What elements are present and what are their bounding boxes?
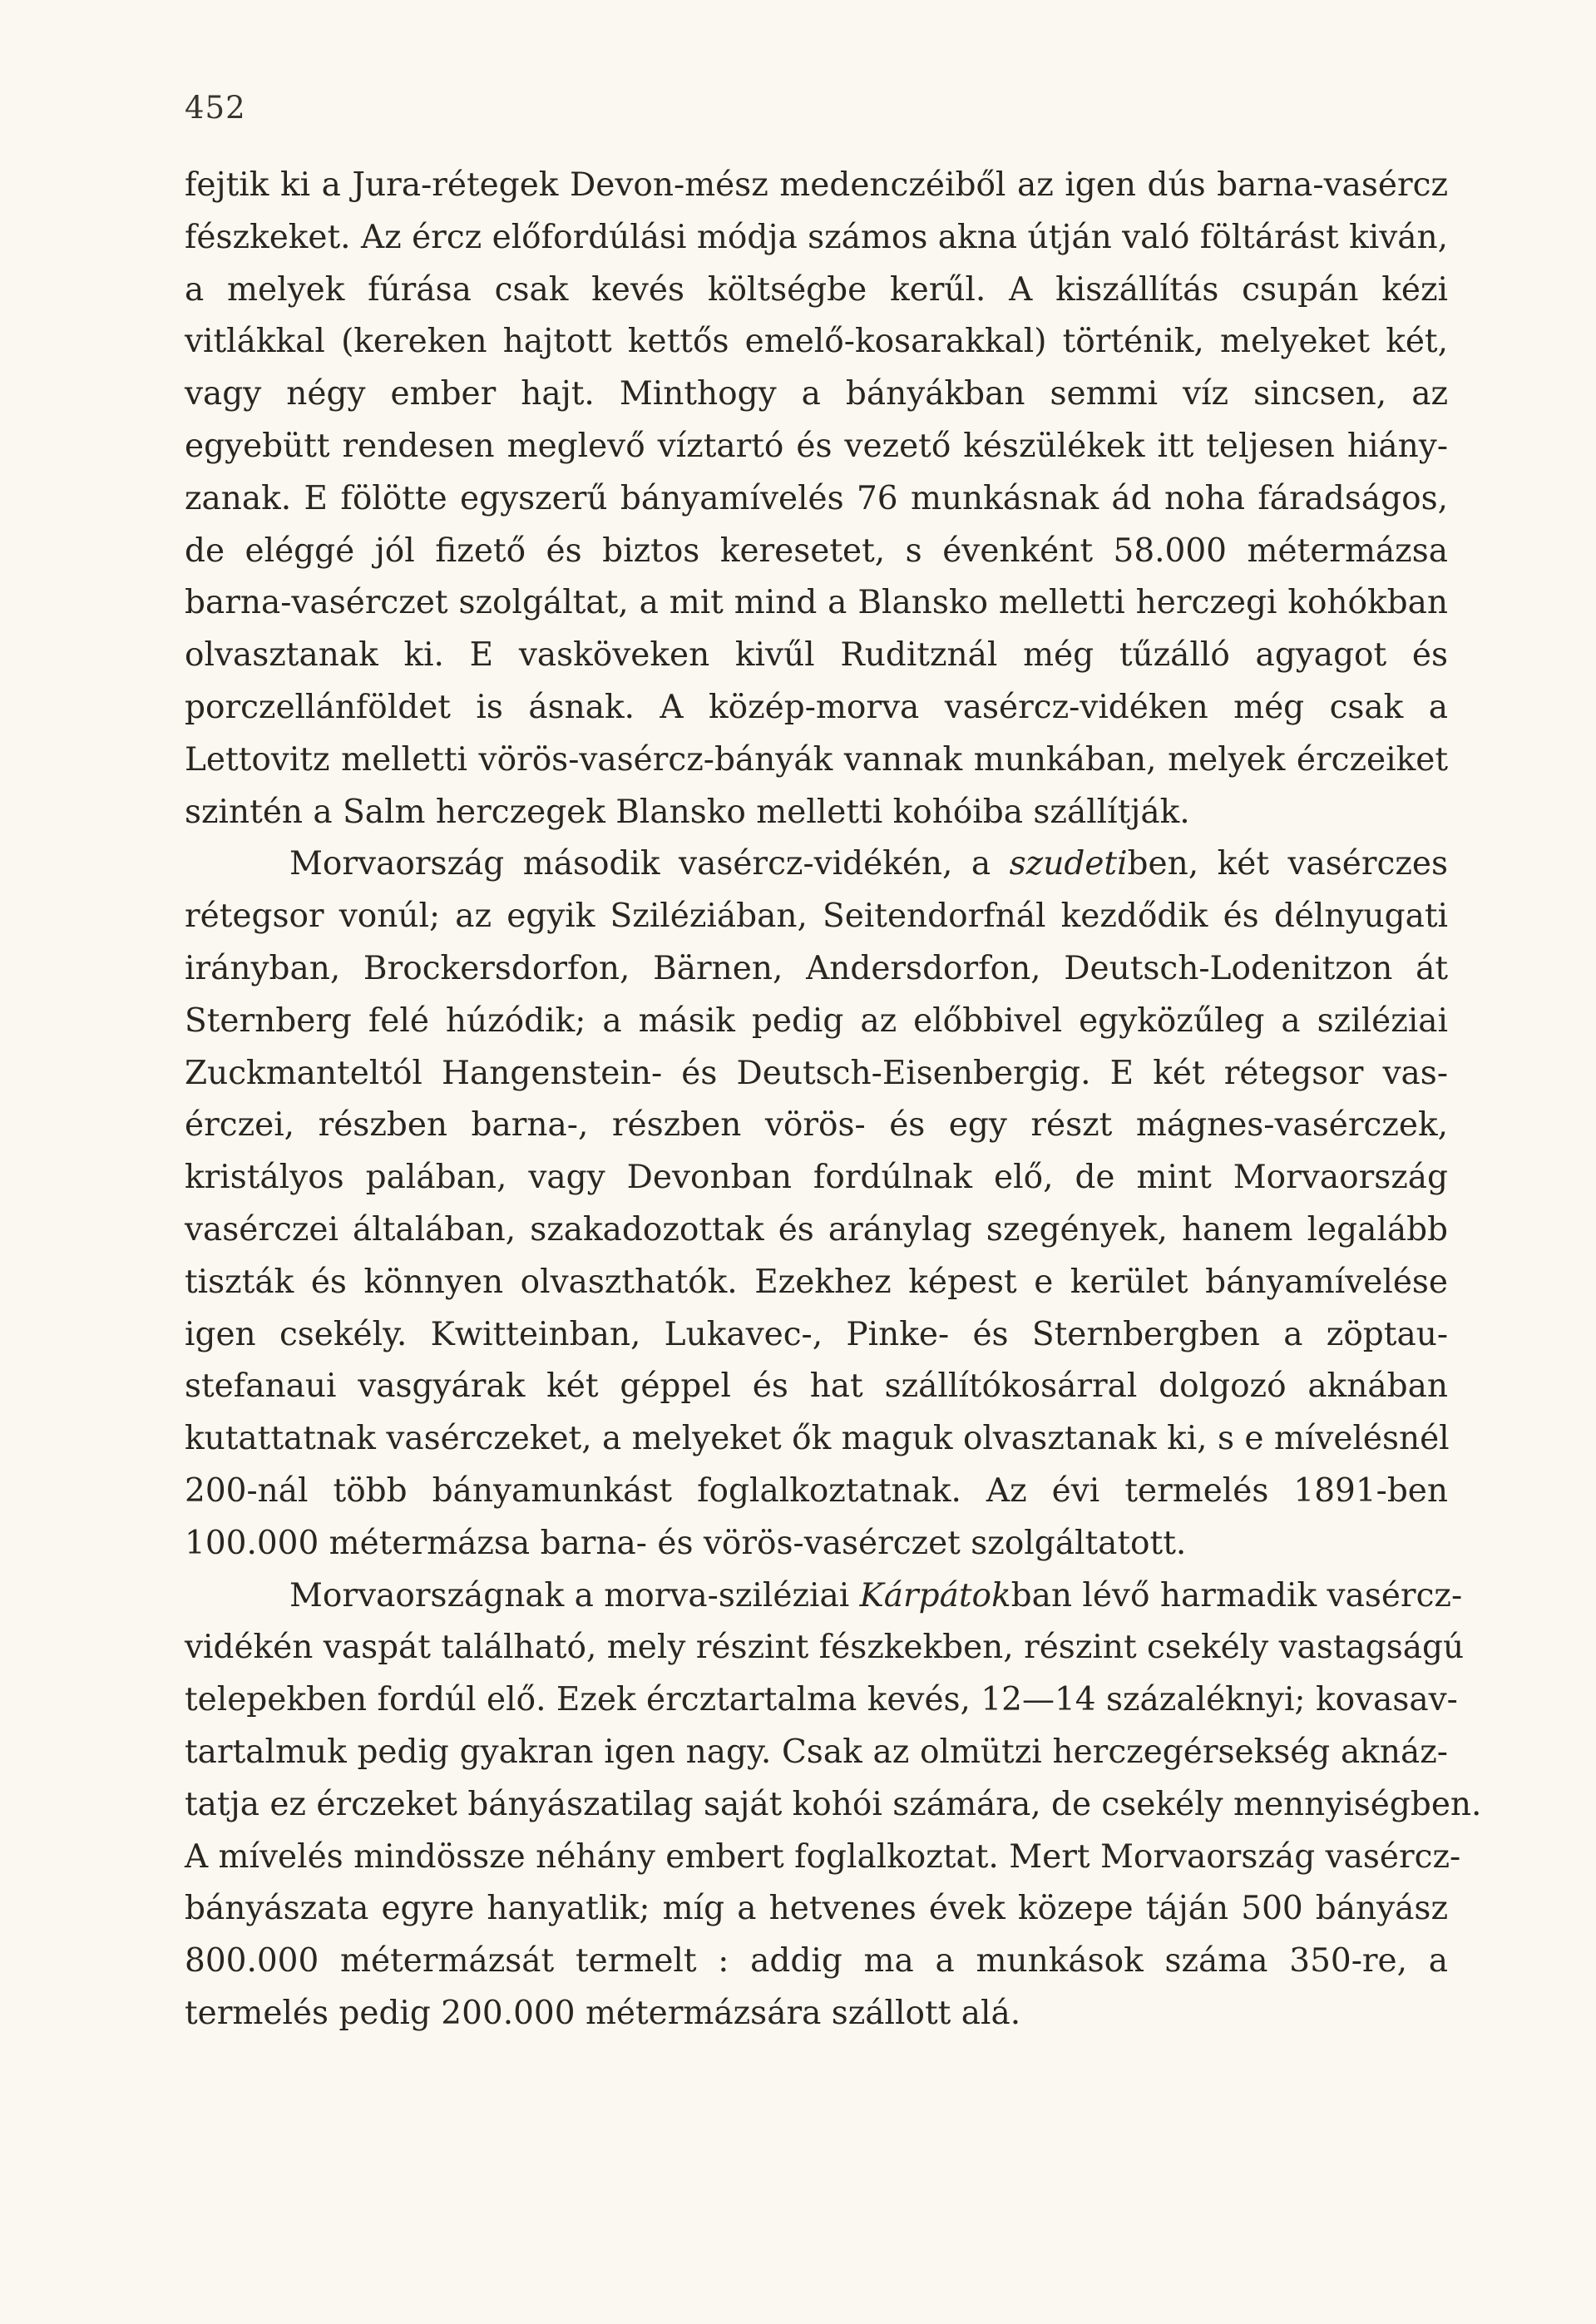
text-line: barna-vasérczet szolgáltat, a mit mind a Blansko melletti herczegi kohókban — [185, 584, 1448, 622]
text-line: porczellánföldet is ásnak. A közép-morva vasércz-vidéken még csak a — [185, 688, 1448, 726]
text-line: bányászata egyre hanyatlik; míg a hetvenes évek közepe táján 500 bányász — [185, 1890, 1448, 1928]
text-segment: Morvaország második vasércz-vidékén, a — [289, 845, 1010, 883]
text-line-with-italic — [185, 1570, 1463, 1623]
italic-term: szudeti — [1009, 845, 1128, 883]
text-segment: Morvaországnak a morva-sziléziai — [289, 1576, 860, 1614]
text-line: kristályos palában, vagy Devonban fordúlnak elő, de mint Morvaország — [185, 1159, 1448, 1197]
text-line: vasérczei általában, szakadozottak és aránylag szegények, hanem legalább — [185, 1210, 1448, 1249]
text-line: 200-nál több bányamunkást foglalkoztatnak. Az évi termelés 1891-ben — [185, 1471, 1448, 1510]
text-line: egyebütt rendesen meglevő víztartó és vezető készülékek itt teljesen hiány- — [185, 427, 1448, 465]
text-line: tartalmuk pedig gyakran igen nagy. Csak az olmützi herczegérsekség aknáz- — [185, 1733, 1448, 1771]
page-number: 452 — [185, 90, 246, 126]
text-line: stefanaui vasgyárak két géppel és hat szállítókosárral dolgozó aknában — [185, 1367, 1448, 1406]
paragraph-3 — [185, 1570, 1482, 2040]
text-line: rétegsor vonúl; az egyik Sziléziában, Seitendorfnál kezdődik és délnyugati — [185, 897, 1448, 936]
text-line: fejtik ki a Jura-rétegek Devon-mész medenczéiből az igen dús barna-vasércz — [185, 166, 1448, 204]
text-line: fészkeket. Az ércz előfordúlási módja számos akna útján való föltárást kiván, — [185, 218, 1448, 256]
paragraph-2 — [185, 838, 1448, 1570]
text-line: 100.000 métermázsa barna- és vörös-vasérczet szolgáltatott. — [185, 1524, 1187, 1562]
text-line: telepekben fordúl elő. Ezek érczt​artalma kevés, 12—14 százaléknyi; kovasav- — [185, 1681, 1458, 1719]
text-line: tatja ez érczeket bányászatilag saját kohói számára, de csekély mennyiségben. — [185, 1785, 1482, 1823]
text-line-with-italic — [185, 838, 1448, 891]
italic-term: Kárpátok — [859, 1576, 1011, 1614]
text-line: vidékén vaspát található, mely részint fészkekben, részint csekély vastagságú — [185, 1629, 1465, 1667]
text-line: 800.000 métermázsát termelt : addig ma a munkások száma 350-re, a — [185, 1942, 1448, 1980]
text-line: kutattatnak vasérczeket, a melyeket ők maguk olvasztanak ki, s e mívelésnél — [185, 1420, 1450, 1458]
text-line: szintén a Salm herczegek Blansko melletti kohóiba szállítják. — [185, 793, 1190, 831]
text-line: de eléggé jól fizető és biztos keresetet, s évenként 58.000 métermázsa — [185, 532, 1448, 570]
text-line: Lettovitz melletti vörös-vasércz-bányák vannak munkában, melyek érczeiket — [185, 740, 1448, 779]
text-line: termelés pedig 200.000 métermázsára szállott alá. — [185, 1994, 1021, 2032]
body-text — [185, 160, 1482, 2040]
text-line: a melyek fúrása csak kevés költségbe kerűl. A kiszállítás csupán kézi — [185, 270, 1448, 309]
text-line: tiszták és könnyen olvaszthatók. Ezekhez képest e kerület bányamívelése — [185, 1263, 1448, 1301]
text-line: érczei, részben barna-, részben vörös- és egy részt mágnes-vasérczek, — [185, 1106, 1448, 1145]
paragraph-1 — [185, 160, 1448, 838]
text-line: olvasztanak ki. E vasköveken kivűl Ruditznál még tűzálló agyagot és — [185, 636, 1448, 675]
text-segment: ben, két vasérczes — [1127, 845, 1448, 883]
text-line: vitlákkal (kereken hajtott kettős emelő-kosarakkal) történik, melyeket két, — [185, 323, 1448, 361]
text-line: Zuckmanteltól Hangenstein- és Deutsch-Eisenbergig. E két rétegsor vas- — [185, 1054, 1448, 1092]
text-segment: ban lévő harmadik vasércz- — [1010, 1576, 1463, 1614]
text-line: igen csekély. Kwitteinban, Lukavec-, Pinke- és Sternbergben a zöptau- — [185, 1315, 1448, 1353]
text-line: A mívelés mindössze néhány embert foglalkoztat. Mert Morvaország vasércz- — [185, 1837, 1461, 1876]
text-line: Sternberg felé húzódik; a másik pedig az előbbivel egyközűleg a sziléziai — [185, 1001, 1448, 1040]
text-line: zanak. E fölötte egyszerű bányamívelés 76 munkásnak ád noha fáradságos, — [185, 479, 1448, 517]
text-line: vagy négy ember hajt. Minthogy a bányákban semmi víz sincsen, az — [185, 375, 1448, 413]
text-line: irányban, Brockersdorfon, Bärnen, Andersdorfon, Deutsch-Lodenitzon át — [185, 949, 1448, 987]
